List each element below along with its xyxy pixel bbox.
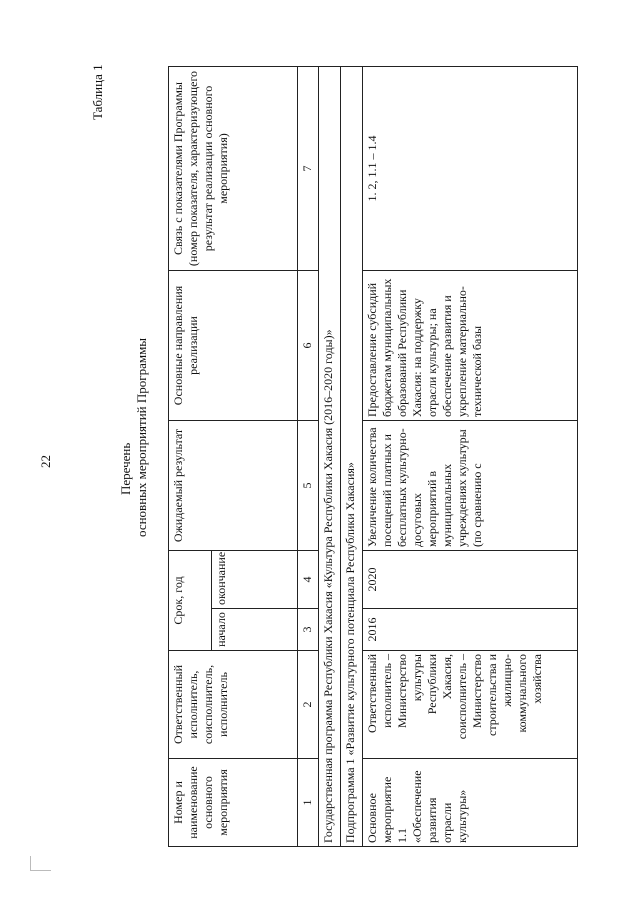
header-end: окончание (212, 551, 298, 609)
column-number: 7 (298, 67, 319, 271)
end-year-cell: 2020 (363, 551, 578, 609)
program-row: Государственная программа Республики Хакасия «Культура Республики Хакасия (2016–2020 годы)» (319, 67, 341, 847)
header-executor: Ответственный исполнитель, соисполнитель, исполнитель (169, 651, 298, 759)
indicators-cell: 1. 2, 1.1 – 1.4 (363, 67, 578, 271)
header-indicators: Связь с показателями Программы (номер показателя, характеризующего результат реализации основного мероприятия) (169, 67, 298, 271)
scan-artifact (30, 856, 51, 871)
start-year-cell: 2016 (363, 609, 578, 651)
subprogram-row: Подпрограмма 1 «Развитие культурного потенциала Республики Хакасия» (341, 67, 363, 847)
header-start: начало (212, 609, 298, 651)
executor-cell: Ответственный исполнитель – Министерство культуры Республики Хакасия, соисполнитель – Министерство строительства и жилищно-коммунального хозяйства (363, 651, 578, 759)
column-number: 6 (298, 271, 319, 421)
activities-table (168, 67, 578, 847)
directions-cell: Предоставление субсидий бюджетам муниципальных образований Республики Хакасия: на поддержку отрасли культуры; на обеспечение развития и укрепление материально-технической базы (363, 271, 578, 421)
header-activity-name: Номер и наименование основного мероприятия (169, 759, 298, 847)
page-title: Перечень (118, 442, 133, 495)
activity-name-cell: Основное мероприятие 1.1 «Обеспечение развития отрасли культуры» (363, 759, 578, 847)
column-number: 5 (298, 421, 319, 551)
header-expected-result: Ожидаемый результат (169, 421, 298, 551)
table-label: Таблица 1 (90, 64, 105, 120)
page-subtitle: основных мероприятий Программы (134, 337, 149, 537)
table-row (363, 67, 578, 847)
header-period: Срок, год (169, 551, 212, 651)
page-number: 22 (38, 455, 53, 468)
column-numbers-row (298, 67, 319, 847)
column-number: 3 (298, 609, 319, 651)
column-number: 2 (298, 651, 319, 759)
column-number: 4 (298, 551, 319, 609)
expected-result-cell: Увеличение количества посещений платных и бесплатных культурно-досуговых мероприятий в муниципальных учреждениях культуры (по сравнению с (363, 421, 578, 551)
header-directions: Основные направления реализации (169, 271, 298, 421)
column-number: 1 (298, 759, 319, 847)
